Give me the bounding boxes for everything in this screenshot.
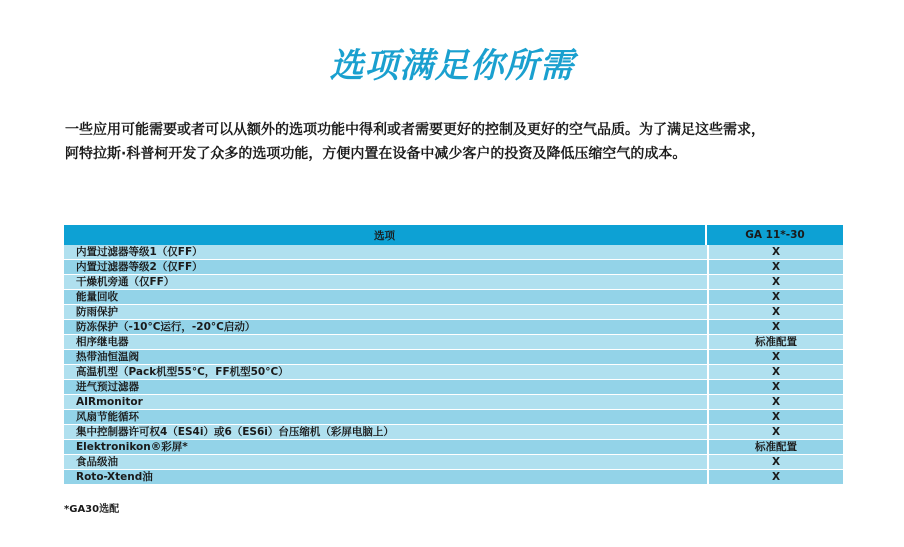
option-cell: 防冻保护（-10°C运行，-20°C启动）: [64, 320, 707, 335]
table-row: [64, 335, 843, 350]
table-header-row: [64, 225, 843, 245]
table-row: [64, 320, 843, 335]
table-row: [64, 410, 843, 425]
table-row: [64, 290, 843, 305]
header-model: GA 11*-30: [707, 225, 843, 245]
option-cell: 集中控制器许可权4（ES4i）或6（ES6i）台压缩机（彩屏电脑上）: [64, 425, 707, 440]
table-row: [64, 350, 843, 365]
value-cell: 标准配置: [707, 335, 843, 350]
table-row: [64, 245, 843, 260]
value-cell: X: [707, 290, 843, 305]
options-table: [64, 225, 843, 485]
option-cell: 内置过滤器等级2（仅FF）: [64, 260, 707, 275]
table-row: [64, 455, 843, 470]
option-cell: 热带油恒温阀: [64, 350, 707, 365]
option-cell: Elektronikon®彩屏*: [64, 440, 707, 455]
table-row: [64, 365, 843, 380]
header-option: 选项: [64, 225, 707, 245]
option-cell: AIRmonitor: [64, 395, 707, 410]
value-cell: X: [707, 425, 843, 440]
table-row: [64, 380, 843, 395]
value-cell: X: [707, 350, 843, 365]
value-cell: X: [707, 395, 843, 410]
value-cell: X: [707, 260, 843, 275]
table-row: [64, 440, 843, 455]
option-cell: Roto-Xtend油: [64, 470, 707, 485]
intro-line-2: 阿特拉斯·科普柯开发了众多的选项功能，方便内置在设备中减少客户的投资及降低压缩空气的成本。: [65, 146, 687, 162]
intro-paragraph: [65, 118, 855, 166]
table-row: [64, 275, 843, 290]
option-cell: 相序继电器: [64, 335, 707, 350]
page-title: 选项满足你所需: [329, 46, 575, 86]
table-row: [64, 470, 843, 485]
option-cell: 防雨保护: [64, 305, 707, 320]
option-cell: 进气预过滤器: [64, 380, 707, 395]
value-cell: X: [707, 275, 843, 290]
table-row: [64, 425, 843, 440]
value-cell: X: [707, 410, 843, 425]
value-cell: X: [707, 470, 843, 485]
value-cell: X: [707, 305, 843, 320]
table-row: [64, 395, 843, 410]
value-cell: X: [707, 365, 843, 380]
value-cell: X: [707, 245, 843, 260]
table-row: [64, 260, 843, 275]
value-cell: 标准配置: [707, 440, 843, 455]
table-row: [64, 305, 843, 320]
value-cell: X: [707, 455, 843, 470]
option-cell: 高温机型（Pack机型55°C，FF机型50°C）: [64, 365, 707, 380]
intro-line-1: 一些应用可能需要或者可以从额外的选项功能中得利或者需要更好的控制及更好的空气品质。为了满足这些需求，: [65, 122, 765, 138]
option-cell: 内置过滤器等级1（仅FF）: [64, 245, 707, 260]
option-cell: 食品级油: [64, 455, 707, 470]
option-cell: 风扇节能循环: [64, 410, 707, 425]
option-cell: 能量回收: [64, 290, 707, 305]
value-cell: X: [707, 320, 843, 335]
footnote: *GA30选配: [64, 504, 120, 515]
value-cell: X: [707, 380, 843, 395]
option-cell: 干燥机旁通（仅FF）: [64, 275, 707, 290]
